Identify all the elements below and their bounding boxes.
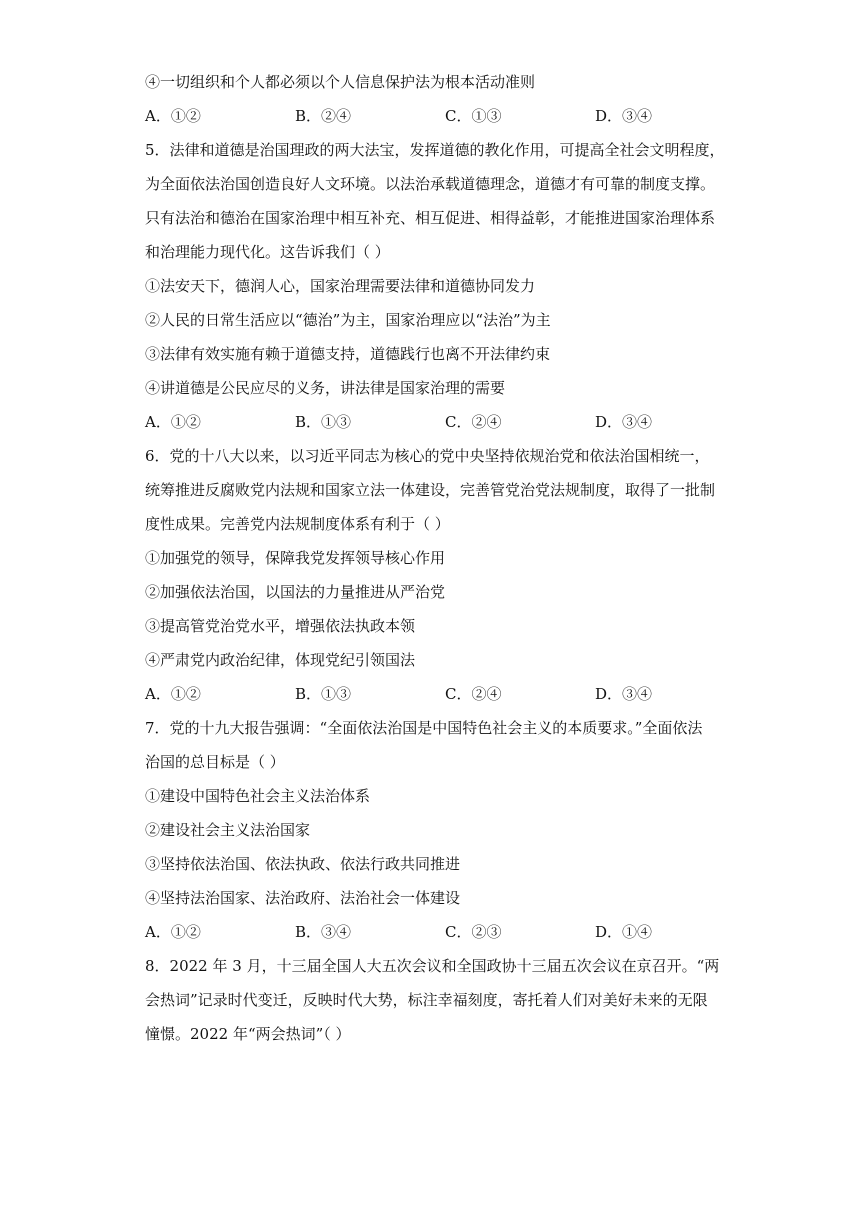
question-8-stem-line-3: 憧憬。2022 年“两会热词”（ ） bbox=[145, 1025, 351, 1043]
question-6-item-4: ④严肃党内政治纪律，体现党纪引领国法 bbox=[145, 651, 416, 669]
question-6-stem-line-3: 度性成果。完善党内法规制度体系有利于（ ） bbox=[145, 515, 450, 533]
question-6-stem-line-2: 统筹推进反腐败党内法规和国家立法一体建设，完善管党治党法规制度，取得了一批制 bbox=[145, 481, 716, 499]
question-6-item-2: ②加强依法治国，以国法的力量推进从严治党 bbox=[145, 583, 446, 601]
prev-question-option-d: D．③④ bbox=[595, 107, 653, 125]
question-7-item-2: ②建设社会主义法治国家 bbox=[145, 821, 311, 839]
question-5-item-4: ④讲道德是公民应尽的义务，讲法律是国家治理的需要 bbox=[145, 379, 506, 397]
question-6-option-d: D．③④ bbox=[595, 685, 653, 703]
question-6-option-c: C．②④ bbox=[445, 685, 502, 703]
question-8-stem-line-1: 8．2022 年 3 月，十三届全国人大五次会议和全国政协十三届五次会议在京召开。“两 bbox=[145, 957, 720, 975]
question-6-stem-line-1: 6．党的十八大以来，以习近平同志为核心的党中央坚持依规治党和依法治国相统一， bbox=[145, 447, 710, 465]
question-7-item-1: ①建设中国特色社会主义法治体系 bbox=[145, 787, 371, 805]
question-5-item-2: ②人民的日常生活应以“德治”为主，国家治理应以“法治”为主 bbox=[145, 311, 551, 329]
question-5-item-1: ①法安天下，德润人心，国家治理需要法律和道德协同发力 bbox=[145, 277, 536, 295]
question-7-stem-line-1: 7．党的十九大报告强调：“全面依法治国是中国特色社会主义的本质要求。”全面依法 bbox=[145, 719, 703, 737]
question-6-item-3: ③提高管党治党水平，增强依法执政本领 bbox=[145, 617, 416, 635]
question-5-option-b: B．①③ bbox=[295, 413, 352, 431]
question-5-stem-line-2: 为全面依法治国创造良好人文环境。以法治承载道德理念，道德才有可靠的制度支撑。 bbox=[145, 175, 716, 193]
question-5-option-c: C．②④ bbox=[445, 413, 502, 431]
question-7-option-b: B．③④ bbox=[295, 923, 352, 941]
question-6-option-b: B．①③ bbox=[295, 685, 352, 703]
question-7-item-4: ④坚持法治国家、法治政府、法治社会一体建设 bbox=[145, 889, 461, 907]
question-5-option-d: D．③④ bbox=[595, 413, 653, 431]
question-8-stem-line-2: 会热词”记录时代变迁，反映时代大势，标注幸福刻度，寄托着人们对美好未来的无限 bbox=[145, 991, 708, 1009]
question-7-option-d: D．①④ bbox=[595, 923, 653, 941]
question-5-option-a: A．①② bbox=[145, 413, 201, 431]
question-5-item-3: ③法律有效实施有赖于道德支持，道德践行也离不开法律约束 bbox=[145, 345, 551, 363]
prev-question-option-a: A．①② bbox=[145, 107, 201, 125]
prev-question-option-b: B．②④ bbox=[295, 107, 352, 125]
question-7-option-a: A．①② bbox=[145, 923, 201, 941]
question-7-stem-line-2: 治国的总目标是（ ） bbox=[145, 753, 285, 771]
question-7-item-3: ③坚持依法治国、依法执政、依法行政共同推进 bbox=[145, 855, 461, 873]
question-6-option-a: A．①② bbox=[145, 685, 201, 703]
prev-question-item-4: ④一切组织和个人都必须以个人信息保护法为根本活动准则 bbox=[145, 73, 536, 91]
question-6-item-1: ①加强党的领导，保障我党发挥领导核心作用 bbox=[145, 549, 446, 567]
question-5-stem-line-4: 和治理能力现代化。这告诉我们（ ） bbox=[145, 243, 390, 261]
question-5-stem-line-1: 5．法律和道德是治国理政的两大法宝，发挥道德的教化作用，可提高全社会文明程度， bbox=[145, 141, 725, 159]
prev-question-option-c: C．①③ bbox=[445, 107, 502, 125]
question-7-option-c: C．②③ bbox=[445, 923, 502, 941]
question-5-stem-line-3: 只有法治和德治在国家治理中相互补充、相互促进、相得益彰，才能推进国家治理体系 bbox=[145, 209, 716, 227]
